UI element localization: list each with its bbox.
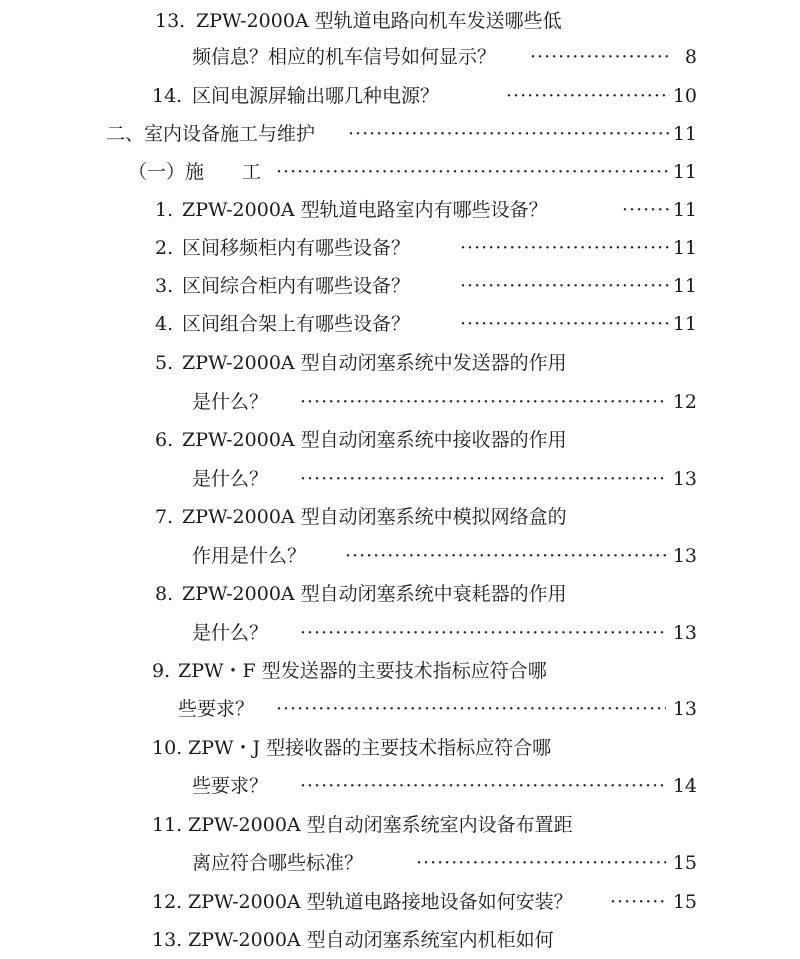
toc-entry	[0, 729, 800, 767]
dot-leader	[610, 883, 666, 921]
entry-title: 区间电源屏输出哪几种电源？	[192, 85, 440, 107]
entry-number: 11.	[152, 814, 183, 836]
entry-number: 1.	[155, 199, 174, 221]
entry-page: 13	[672, 545, 697, 567]
entry-number: 13.	[152, 929, 183, 951]
entry-page: 13	[672, 698, 697, 720]
toc-entry	[0, 921, 800, 959]
entry-title: 离应符合哪些标准？	[192, 852, 364, 874]
entry-title: 是什么？	[192, 391, 269, 413]
entry-number: 4.	[155, 313, 174, 335]
toc-entry	[0, 844, 800, 882]
entry-page: 11	[672, 161, 697, 183]
entry-number: 12.	[152, 891, 183, 913]
entry-title: 区间组合架上有哪些设备？	[182, 313, 411, 335]
entry-page: 11	[672, 313, 697, 335]
dot-leader	[276, 690, 666, 728]
toc-entry	[0, 652, 800, 690]
entry-title: 些要求？	[178, 698, 255, 720]
dot-leader	[460, 305, 670, 343]
entry-page: 11	[672, 237, 697, 259]
entry-page: 14	[672, 775, 697, 797]
entry-title: 频信息？相应的机车信号如何显示？	[192, 46, 497, 68]
entry-number: 3.	[155, 275, 174, 297]
dot-leader	[460, 267, 670, 305]
entry-number: 13.	[155, 10, 186, 32]
entry-number: 8.	[155, 583, 174, 605]
entry-title: 些要求？	[192, 775, 269, 797]
toc-entry	[0, 38, 800, 76]
entry-number: 2.	[155, 237, 174, 259]
toc-entry	[0, 537, 800, 575]
toc-entry	[0, 383, 800, 421]
entry-title: ZPW-2000A 型轨道电路室内有哪些设备？	[182, 199, 548, 221]
entry-title: ZPW・J 型接收器的主要技术指标应符合哪	[188, 737, 552, 759]
entry-title: 作用是什么？	[192, 545, 307, 567]
dot-leader	[300, 614, 666, 652]
entry-page: 11	[672, 275, 697, 297]
toc-entry	[0, 498, 800, 536]
entry-page: 15	[672, 852, 697, 874]
section-title: 二、室内设备施工与维护	[106, 123, 316, 145]
dot-leader	[276, 153, 670, 191]
entry-title: ZPW-2000A 型自动闭塞系统中衰耗器的作用	[182, 583, 567, 605]
toc-entry	[0, 77, 800, 115]
entry-number: 5.	[155, 352, 174, 374]
dot-leader	[622, 191, 670, 229]
entry-number: 9.	[152, 660, 171, 682]
entry-page: 11	[672, 199, 697, 221]
entry-title: ZPW・F 型发送器的主要技术指标应符合哪	[178, 660, 547, 682]
dot-leader	[345, 537, 666, 575]
entry-page: 8	[684, 46, 697, 68]
entry-title: 区间综合柜内有哪些设备？	[182, 275, 411, 297]
toc-entry	[0, 883, 800, 921]
toc-entry	[0, 115, 800, 153]
entry-title: ZPW-2000A 型自动闭塞系统室内设备布置距	[188, 814, 573, 836]
entry-title: ZPW-2000A 型自动闭塞系统中发送器的作用	[182, 352, 567, 374]
entry-page: 10	[672, 85, 697, 107]
dot-leader	[460, 229, 670, 267]
dot-leader	[300, 383, 666, 421]
toc-entry	[0, 267, 800, 305]
dot-leader	[530, 38, 670, 76]
entry-title: 区间移频柜内有哪些设备？	[182, 237, 411, 259]
entry-number: 6.	[155, 429, 174, 451]
entry-page: 15	[672, 891, 697, 913]
dot-leader	[300, 460, 666, 498]
entry-title: ZPW-2000A 型轨道电路向机车发送哪些低	[196, 10, 562, 32]
entry-title: ZPW-2000A 型自动闭塞系统中模拟网络盒的	[182, 506, 567, 528]
toc-entry	[0, 614, 800, 652]
entry-page: 13	[672, 468, 697, 490]
toc-entry	[0, 2, 800, 40]
dot-leader	[348, 115, 670, 153]
entry-page: 11	[672, 123, 697, 145]
toc-entry	[0, 305, 800, 343]
entry-title: ZPW-2000A 型自动闭塞系统室内机柜如何	[188, 929, 554, 951]
toc-entry	[0, 153, 800, 191]
toc-entry	[0, 767, 800, 805]
entry-title: 是什么？	[192, 622, 269, 644]
entry-number: 10.	[152, 737, 183, 759]
toc-entry	[0, 460, 800, 498]
dot-leader	[300, 767, 666, 805]
toc-entry	[0, 191, 800, 229]
entry-title: ZPW-2000A 型自动闭塞系统中接收器的作用	[182, 429, 567, 451]
toc-entry	[0, 575, 800, 613]
dot-leader	[506, 77, 670, 115]
entry-title: 是什么？	[192, 468, 269, 490]
entry-number: 7.	[155, 506, 174, 528]
entry-title: ZPW-2000A 型轨道电路接地设备如何安装？	[188, 891, 573, 913]
toc-entry	[0, 344, 800, 382]
toc-entry	[0, 229, 800, 267]
entry-page: 12	[672, 391, 697, 413]
entry-number: 14.	[152, 85, 183, 107]
toc-entry	[0, 690, 800, 728]
toc-entry	[0, 806, 800, 844]
dot-leader	[416, 844, 666, 882]
subsection-title: （一）施 工	[128, 161, 262, 183]
toc-entry	[0, 421, 800, 459]
entry-page: 13	[672, 622, 697, 644]
